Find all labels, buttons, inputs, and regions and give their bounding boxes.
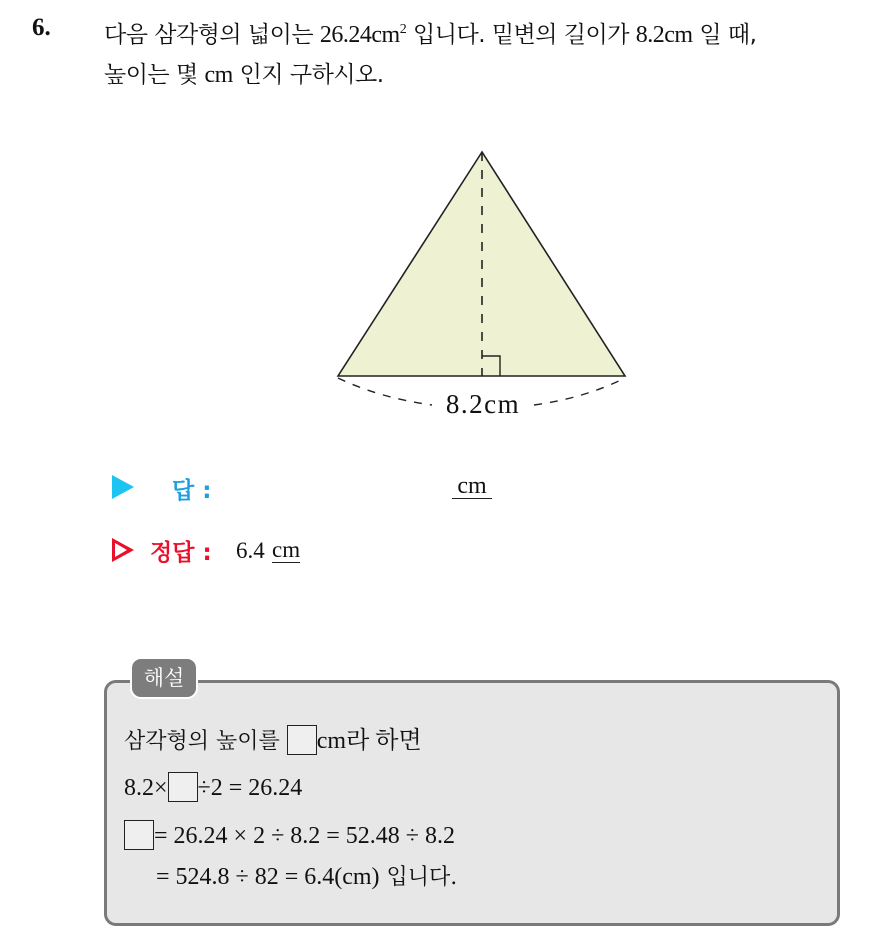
- unknown-box: [287, 725, 317, 755]
- explanation-text: ÷2 = 26.24: [197, 775, 303, 801]
- unit-text: cm: [204, 62, 233, 88]
- explanation-tab: 해설: [130, 657, 198, 699]
- area-value: 26.24cm: [319, 22, 400, 48]
- explanation-text: cm라 하면: [316, 728, 422, 754]
- area-exponent: 2: [399, 22, 407, 37]
- correct-answer-value: 6.4: [236, 538, 265, 563]
- base-value: 8.2cm: [635, 22, 693, 48]
- explanation-line-4: [156, 860, 457, 891]
- unknown-box: [124, 820, 154, 850]
- explanation-text: 입니다.: [379, 865, 458, 890]
- explanation-line-1: [124, 720, 422, 755]
- explanation-text: = 26.24 × 2 ÷ 8.2 = 52.48 ÷ 8.2: [154, 823, 455, 849]
- unknown-box: [168, 772, 198, 802]
- answer-blank-unit: cm: [452, 474, 492, 499]
- question-text-part: 입니다. 밑변의 길이가: [406, 22, 636, 48]
- correct-marker-icon: [112, 538, 134, 562]
- question-text-part: 높이는 몇: [104, 62, 205, 88]
- explanation-text: 삼각형의 높이를: [124, 729, 287, 754]
- base-brace-left: [338, 378, 432, 405]
- question-text-part: 인지 구하시오.: [232, 62, 384, 88]
- explanation-text: 8.2×: [124, 775, 168, 801]
- question-text-part: 다음 삼각형의 넓이는: [104, 22, 320, 48]
- explanation-line-3: [124, 820, 455, 850]
- question-number: 6.: [32, 14, 51, 41]
- correct-answer-unit: cm: [272, 537, 301, 562]
- answer-marker-icon: [112, 475, 134, 499]
- question-text-part: 일 때,: [692, 22, 757, 48]
- base-brace-right: [534, 378, 625, 405]
- correct-answer-label: 정답 :: [150, 540, 212, 566]
- explanation-text: = 524.8 ÷ 82 = 6.4(cm): [156, 864, 380, 890]
- base-label: 8.2cm: [445, 389, 521, 419]
- explanation-line-2: [124, 772, 302, 802]
- answer-label: 답 :: [172, 478, 212, 504]
